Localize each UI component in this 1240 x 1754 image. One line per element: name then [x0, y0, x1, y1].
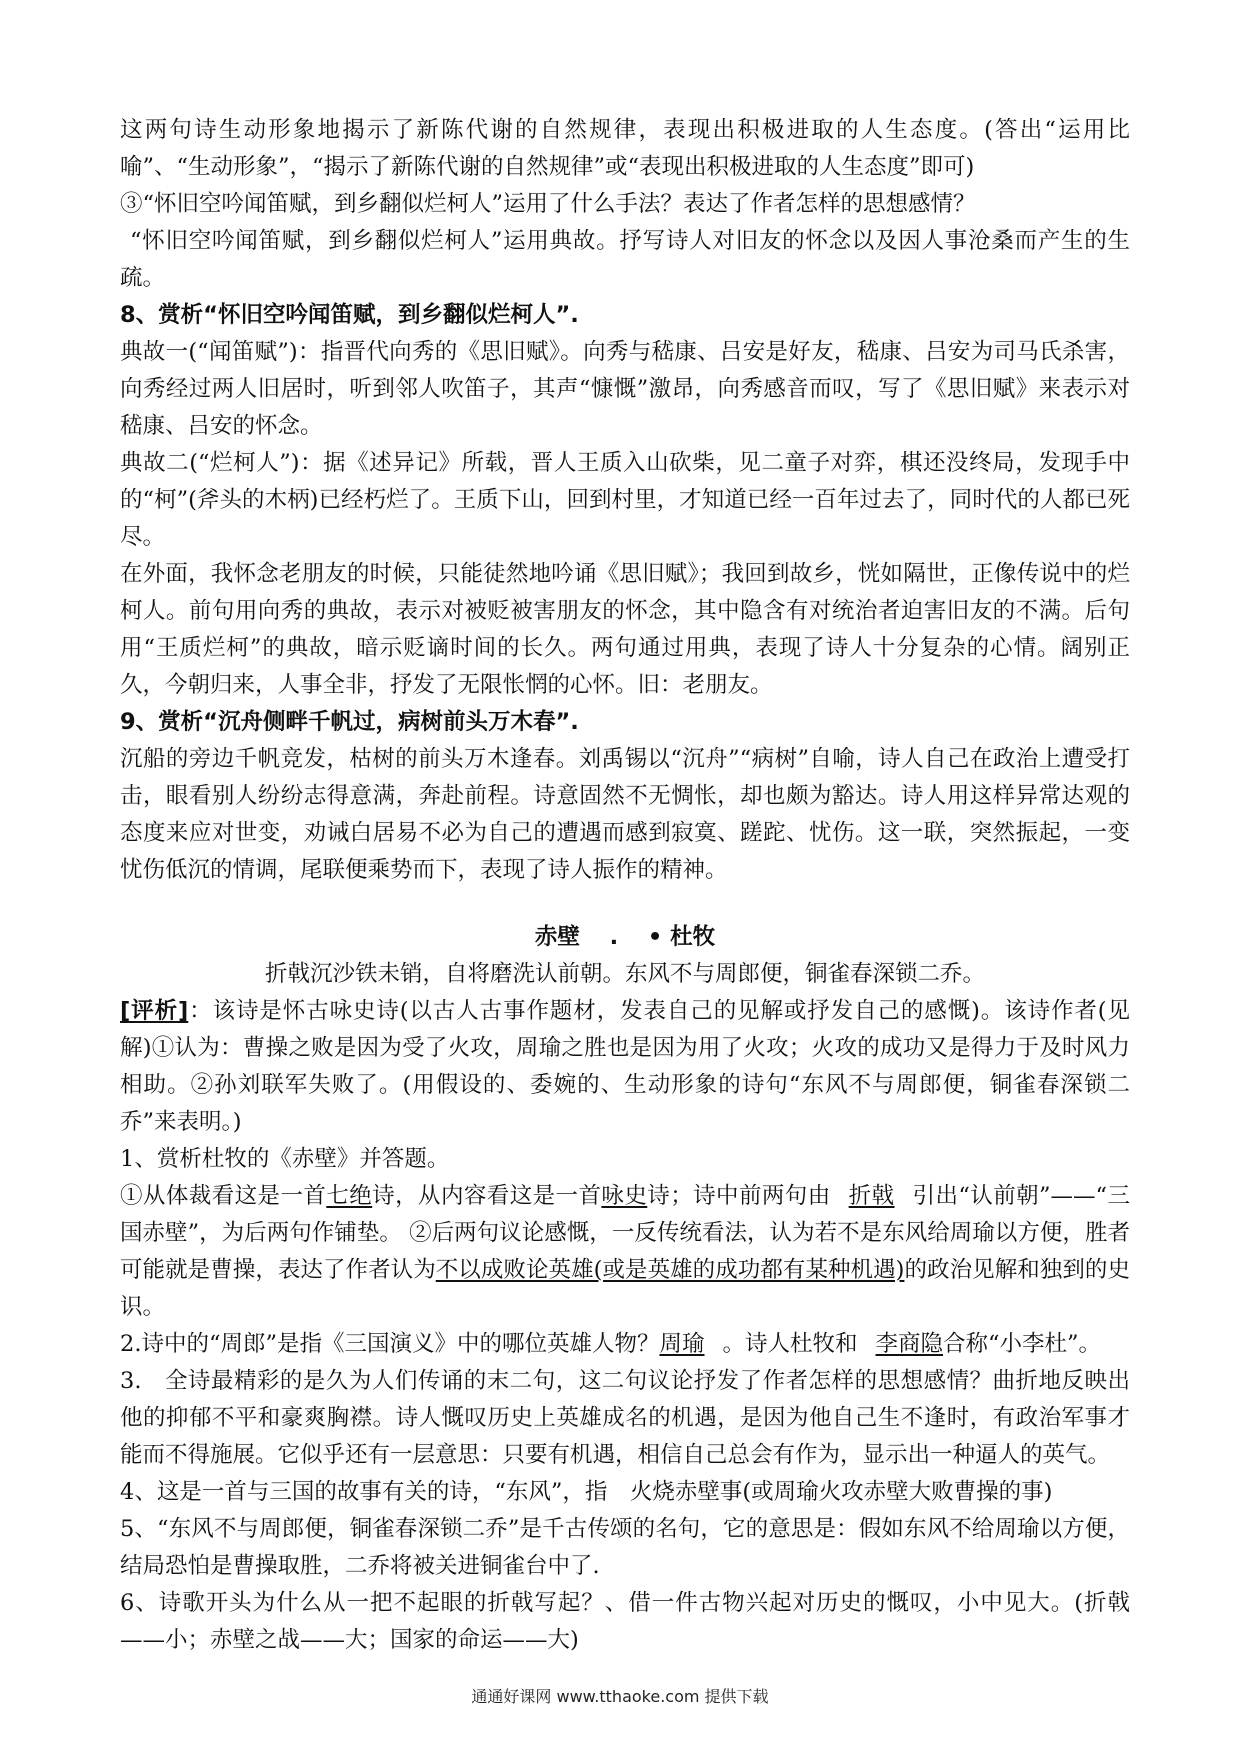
answer-1-part: 诗；诗中前两句由: [647, 1183, 831, 1209]
question-1: 1、赏析杜牧的《赤壁》并答题。: [120, 1146, 450, 1172]
answer-2-blank-poet: 李商隐: [875, 1331, 944, 1357]
interpretation-9: 沉船的旁边千帆竞发，枯树的前头万木逢春。刘禹锡以“沉舟”“病树”自喻，诗人自己在政治上遭受打击，眼看别人纷纷志得意满，奔赴前程。诗意固然不无惆怅，却也颇为豁达。诗人用这样异常达观的态度来应对世变，劝诫白居易不必为自己的遭遇而感到寂寞、蹉跎、忧伤。这一联，突然振起，一变忧伤低沉的情调，尾联便乘势而下，表现了诗人振作的精神。: [120, 746, 1130, 883]
interpretation-8: 在外面，我怀念老朋友的时候，只能徒然地吟诵《思旧赋》；我回到故乡，恍如隔世，正像传说中的烂柯人。前句用向秀的典故，表示对被贬被害朋友的怀念，其中隐含有对统治者迫害旧友的不满。后句用“王质烂柯”的典故，暗示贬谪时间的长久。两句通过用典，表现了诗人十分复杂的心情。阔别正久，今朝归来，人事全非，抒发了无限怅惘的心怀。旧：老朋友。: [120, 561, 1130, 698]
answer-1-blank-content: 咏史: [601, 1183, 648, 1209]
question-2-part: 。诗人杜牧和: [722, 1331, 858, 1357]
pingxi-paragraph: [120, 993, 1130, 1141]
answer-2-blank-hero: 周瑜: [659, 1331, 705, 1357]
answer-1-part: 诗，从内容看这是一首: [372, 1183, 602, 1209]
document-body: [120, 112, 1130, 1659]
poem-title: [120, 919, 1130, 956]
pingxi-text: ：该诗是怀古咏史诗(以古人古事作题材，发表自己的见解或抒发自己的感慨)。该诗作者(见解)①认为：曹操之败是因为受了火攻，周瑜之胜也是因为用了火攻；火攻的成功又是得力于及时风力相助。②孙刘联军失败了。(用假设的、委婉的、生动形象的诗句“东风不与周郎便，铜雀春深锁二乔”来表明。): [120, 998, 1130, 1135]
poem-text: 折戟沉沙铁未销，自将磨洗认前朝。东风不与周郎便，铜雀春深锁二乔。: [264, 961, 985, 987]
question-2-part: 2.诗中的“周郎”是指《三国演义》中的哪位英雄人物？: [120, 1331, 660, 1357]
title-dot: .: [609, 924, 619, 950]
answer-1-blank-genre: 七绝: [326, 1183, 373, 1209]
heading-8: 8、赏析“怀旧空吟闻笛赋，到乡翻似烂柯人”.: [120, 302, 579, 328]
answer-1-part: ①从体裁看这是一首: [120, 1183, 327, 1209]
answer-1-blank-object: 折戟: [848, 1183, 895, 1209]
allusion-2: 典故二(“烂柯人”)：据《述异记》所载，晋人王质入山砍柴，见二童子对弈，棋还没终局，发现手中的“柯”(斧头的木柄)已经朽烂了。王质下山，回到村里，才知道已经一百年过去了，同时代的人都已死尽。: [120, 450, 1130, 550]
pingxi-label: [评析]: [120, 998, 189, 1024]
title-bullet: •: [647, 924, 663, 950]
question-3-text: ③“怀旧空吟闻笛赋，到乡翻似烂柯人”运用了什么手法？表达了作者怎样的思想感情？: [120, 191, 976, 217]
allusion-1: 典故一(“闻笛赋”)：指晋代向秀的《思旧赋》。向秀与嵇康、吕安是好友，嵇康、吕安为司马氏杀害，向秀经过两人旧居时，听到邻人吹笛子，其声“慷慨”激昂，向秀感音而叹，写了《思旧赋》来表示对嵇康、吕安的怀念。: [120, 339, 1130, 439]
question-2-part: 合称“小李杜”。: [943, 1331, 1102, 1357]
answer-1: [120, 1178, 1130, 1326]
answer-1-blank-view: 不以成败论英雄(或是英雄的成功都有某种机遇): [435, 1257, 905, 1283]
paragraph-intro: 这两句诗生动形象地揭示了新陈代谢的自然规律，表现出积极进取的人生态度。(答出“运用比喻”、“生动形象”，“揭示了新陈代谢的自然规律”或“表现出积极进取的人生态度”即可): [120, 117, 1130, 180]
poem-author: 杜牧: [670, 924, 716, 950]
poem-title-text: 赤壁: [534, 924, 580, 950]
question-2: [120, 1326, 1130, 1363]
answer-1-part: 引出“认前朝”——“三国赤壁”，为后两句作铺垫。 ②后两句议论感慨，一反传统看法，认为若不是东风给周瑜以方便，胜者可能就是曹操，表达了作者认为: [120, 1183, 1130, 1283]
page-footer: 通通好课网 www.tthaoke.com 提供下载: [471, 1687, 769, 1706]
heading-9: 9、赏析“沉舟侧畔千帆过，病树前头万木春”.: [120, 709, 579, 735]
question-5: 5、“东风不与周郎便，铜雀春深锁二乔”是千古传颂的名句，它的意思是：假如东风不给周瑜以方便，结局恐怕是曹操取胜，二乔将被关进铜雀台中了.: [120, 1516, 1130, 1579]
answer-1-part: 的政治见解和独到的史识。: [120, 1257, 1130, 1320]
question-6: 6、诗歌开头为什么从一把不起眼的折戟写起？、借一件古物兴起对历史的慨叹，小中见大。(折戟——小；赤壁之战——大；国家的命运——大): [120, 1590, 1130, 1653]
answer-3-text: “怀旧空吟闻笛赋，到乡翻似烂柯人”运用典故。抒写诗人对旧友的怀念以及因人事沧桑而产生的生疏。: [120, 228, 1130, 291]
question-3: 3. 全诗最精彩的是久为人们传诵的末二句，这二句议论抒发了作者怎样的思想感情？曲折地反映出他的抑郁不平和豪爽胸襟。诗人慨叹历史上英雄成名的机遇，是因为他自己生不逢时，有政治军事才能而不得施展。它似乎还有一层意思：只要有机遇，相信自己总会有作为，显示出一种逼人的英气。: [120, 1368, 1130, 1468]
question-4: 4、这是一首与三国的故事有关的诗，“东风”，指 火烧赤壁事(或周瑜火攻赤壁大败曹操的事): [120, 1479, 1053, 1505]
